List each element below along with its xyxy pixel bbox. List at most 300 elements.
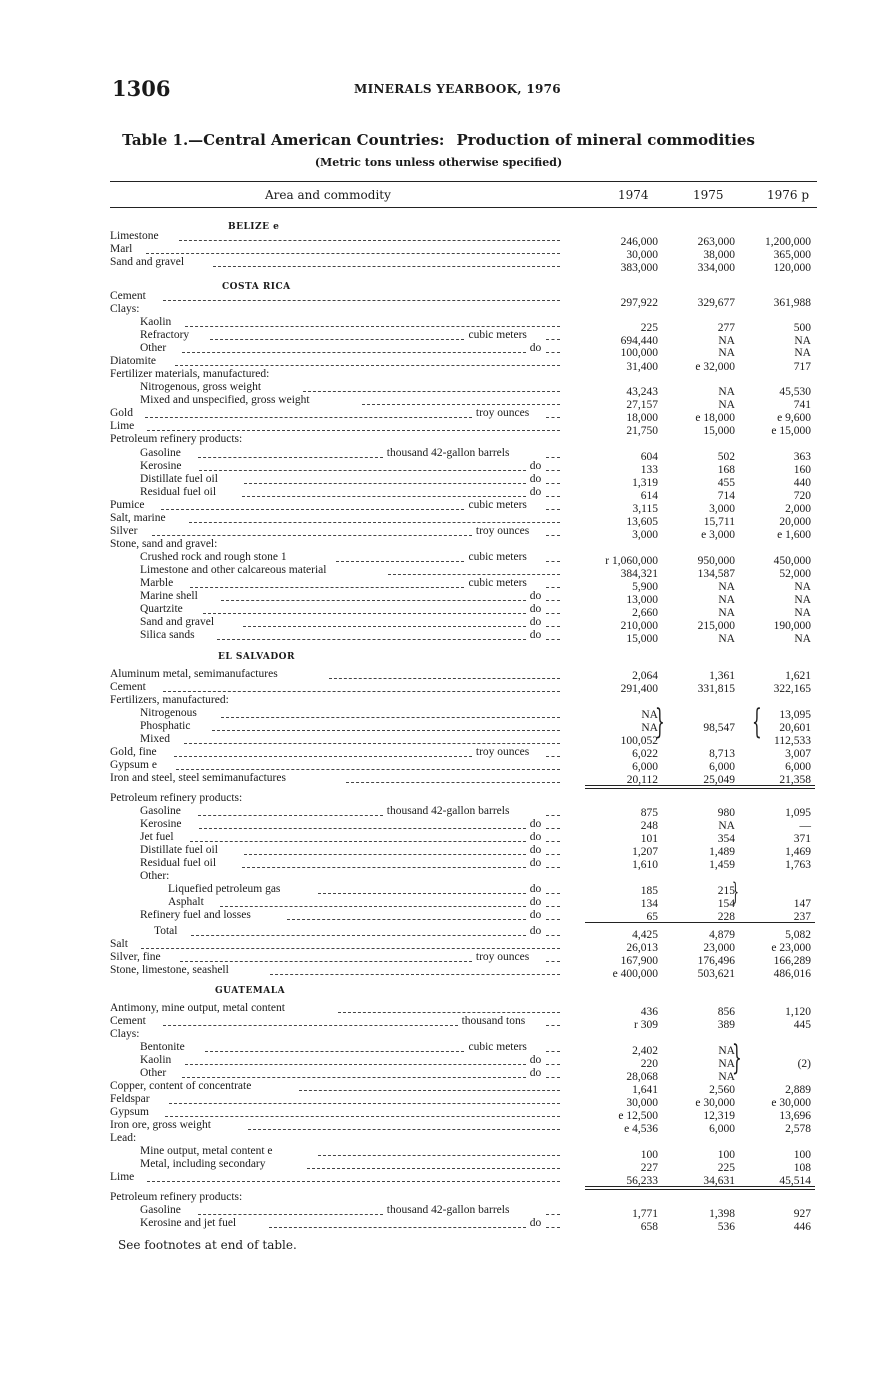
- row-label: Kaolin: [140, 1054, 172, 1066]
- brace-right: }: [732, 878, 739, 906]
- row-unit: thousand 42-gallon barrels: [386, 1204, 510, 1216]
- cell-value: 227: [640, 1162, 658, 1174]
- leader-dots: [546, 1056, 560, 1065]
- row-label: Cement: [110, 1015, 146, 1027]
- cell-value: 20,601: [779, 722, 811, 734]
- row-unit: troy ounces: [475, 951, 530, 963]
- cell-value: 246,000: [620, 236, 658, 248]
- cell-value: NA: [794, 335, 811, 347]
- cell-value: 13,605: [626, 516, 658, 528]
- row-unit: do: [529, 925, 542, 937]
- column-header-1974: 1974: [618, 188, 649, 202]
- cell-value: 329,677: [697, 297, 735, 309]
- column-header-1976: 1976 p: [767, 188, 810, 202]
- row-label: Mine output, metal content e: [140, 1145, 273, 1157]
- leader-dots: [546, 953, 560, 962]
- cell-value: 31,400: [626, 361, 658, 373]
- row-label: Quartzite: [140, 603, 183, 615]
- cell-value: 38,000: [703, 249, 735, 261]
- cell-value: 23,000: [703, 942, 735, 954]
- cell-value: 147: [793, 898, 811, 910]
- cell-value: 166,289: [773, 955, 811, 967]
- cell-value: 291,400: [620, 683, 658, 695]
- leader-dots: [244, 475, 525, 484]
- leader-dots: [287, 911, 526, 920]
- row-unit: do: [529, 857, 542, 869]
- row-unit: do: [529, 342, 542, 354]
- cell-value: 1,398: [709, 1208, 735, 1220]
- subtotal-rule-double: [585, 788, 815, 789]
- cell-value: 100,000: [620, 347, 658, 359]
- cell-value: 215,000: [697, 620, 735, 632]
- cell-value: 25,049: [703, 774, 735, 786]
- cell-value: 215: [717, 885, 735, 897]
- leader-dots: [546, 820, 560, 829]
- cell-value: 614: [640, 490, 658, 502]
- leader-dots: [146, 245, 560, 254]
- section-heading: GUATEMALA: [215, 986, 286, 996]
- cell-value: 15,000: [703, 425, 735, 437]
- cell-value: 1,361: [709, 670, 735, 682]
- cell-value: 658: [640, 1221, 658, 1233]
- row-label: Copper, content of concentrate: [110, 1080, 252, 1092]
- cell-value: 297,922: [620, 297, 658, 309]
- row-label: Gold: [110, 407, 133, 419]
- row-label: Clays:: [110, 303, 140, 315]
- cell-value: 134: [640, 898, 658, 910]
- leader-dots: [546, 631, 560, 640]
- cell-value: 1,771: [632, 1208, 658, 1220]
- cell-value: 108: [793, 1162, 811, 1174]
- row-unit: do: [529, 909, 542, 921]
- cell-value: NA: [718, 581, 735, 593]
- cell-value: 502: [717, 451, 735, 463]
- row-label: Phosphatic: [140, 720, 191, 732]
- cell-value: 1,120: [785, 1006, 811, 1018]
- leader-dots: [546, 344, 560, 353]
- cell-value: 1,621: [785, 670, 811, 682]
- leader-dots: [185, 318, 560, 327]
- table-title-text: Production of mineral commodities: [456, 131, 755, 149]
- cell-value: 2,000: [785, 503, 811, 515]
- cell-value: 134,587: [697, 568, 735, 580]
- cell-value: e 32,000: [695, 361, 735, 373]
- cell-value: e 18,000: [695, 412, 735, 424]
- leader-dots: [242, 488, 526, 497]
- cell-value: NA: [718, 607, 735, 619]
- leader-dots: [546, 927, 560, 936]
- leader-dots: [336, 553, 464, 562]
- section-heading: COSTA RICA: [222, 282, 291, 292]
- row-unit: do: [529, 818, 542, 830]
- leader-dots: [329, 670, 560, 679]
- row-label: Cement: [110, 290, 146, 302]
- cell-value: NA: [718, 386, 735, 398]
- cell-value: —: [799, 820, 811, 832]
- cell-value: 389: [717, 1019, 735, 1031]
- leader-dots: [205, 1043, 465, 1052]
- row-label: Other: [140, 342, 167, 354]
- cell-value: 5,900: [632, 581, 658, 593]
- cell-value: e 3,000: [701, 529, 735, 541]
- cell-value: 18,000: [626, 412, 658, 424]
- row-label: Stone, sand and gravel:: [110, 538, 218, 550]
- cell-value: 100: [717, 1149, 735, 1161]
- row-label: Aluminum metal, semimanufactures: [110, 668, 278, 680]
- row-unit: cubic meters: [468, 551, 527, 563]
- row-label: Petroleum refinery products:: [110, 792, 243, 804]
- cell-value: 371: [793, 833, 811, 845]
- leader-dots: [546, 807, 560, 816]
- row-label: Nitrogenous: [140, 707, 197, 719]
- leader-dots: [145, 409, 472, 418]
- cell-value: 2,064: [632, 670, 658, 682]
- brace-right: }: [732, 1038, 742, 1078]
- leader-dots: [546, 605, 560, 614]
- cell-value: 56,233: [626, 1175, 658, 1187]
- cell-value: 440: [793, 477, 811, 489]
- cell-value: 27,157: [626, 399, 658, 411]
- cell-value: NA: [718, 399, 735, 411]
- cell-value: 503,621: [697, 968, 735, 980]
- cell-value: NA: [718, 335, 735, 347]
- leader-dots: [198, 1206, 382, 1215]
- row-label: Lime: [110, 420, 135, 432]
- row-unit: do: [529, 616, 542, 628]
- cell-value: 30,000: [626, 1097, 658, 1109]
- cell-value: 1,095: [785, 807, 811, 819]
- row-unit: troy ounces: [475, 525, 530, 537]
- cell-value: 361,988: [773, 297, 811, 309]
- row-unit: thousand tons: [461, 1015, 526, 1027]
- cell-value: NA: [641, 722, 658, 734]
- leader-dots: [147, 1173, 560, 1182]
- row-unit: do: [529, 460, 542, 472]
- leader-dots: [221, 709, 560, 718]
- row-label: Crushed rock and rough stone 1: [140, 551, 287, 563]
- cell-value: e 23,000: [771, 942, 811, 954]
- row-label: Pumice: [110, 499, 145, 511]
- cell-value: 6,022: [632, 748, 658, 760]
- row-label: Gypsum e: [110, 759, 157, 771]
- cell-value: 455: [717, 477, 735, 489]
- leader-dots: [244, 846, 525, 855]
- cell-value: e 4,536: [624, 1123, 658, 1135]
- row-label: Refinery fuel and losses: [140, 909, 251, 921]
- cell-value: 167,900: [620, 955, 658, 967]
- leader-dots: [191, 927, 526, 936]
- row-label: Stone, limestone, seashell: [110, 964, 229, 976]
- cell-value: 6,000: [709, 761, 735, 773]
- row-label: Iron ore, gross weight: [110, 1119, 211, 1131]
- row-label: Clays:: [110, 1028, 140, 1040]
- leader-dots: [299, 1082, 560, 1091]
- cell-value: 2,402: [632, 1045, 658, 1057]
- leader-dots: [546, 553, 560, 562]
- cell-value: NA: [794, 594, 811, 606]
- row-unit: cubic meters: [468, 1041, 527, 1053]
- cell-value: 694,440: [620, 335, 658, 347]
- row-label: Kerosine: [140, 818, 182, 830]
- cell-value: 133: [640, 464, 658, 476]
- cell-value: 1,763: [785, 859, 811, 871]
- cell-value: NA: [718, 347, 735, 359]
- row-unit: troy ounces: [475, 407, 530, 419]
- cell-value: e 30,000: [771, 1097, 811, 1109]
- cell-value: 714: [717, 490, 735, 502]
- leader-dots: [198, 807, 382, 816]
- row-unit: do: [529, 896, 542, 908]
- cell-value: 446: [793, 1221, 811, 1233]
- row-label: Limestone: [110, 230, 159, 242]
- row-unit: cubic meters: [468, 329, 527, 341]
- cell-value: 436: [640, 1006, 658, 1018]
- cell-value: 3,007: [785, 748, 811, 760]
- row-label: Gypsum: [110, 1106, 149, 1118]
- leader-dots: [546, 592, 560, 601]
- leader-dots: [141, 940, 560, 949]
- cell-value: 354: [717, 833, 735, 845]
- row-label: Residual fuel oil: [140, 486, 217, 498]
- leader-dots: [182, 1069, 526, 1078]
- row-label: Jet fuel: [140, 831, 174, 843]
- cell-value: NA: [718, 1071, 735, 1083]
- row-label: Total: [154, 925, 178, 937]
- leader-dots: [242, 859, 526, 868]
- cell-value: 112,533: [774, 735, 811, 747]
- leader-dots: [152, 527, 472, 536]
- row-unit: thousand 42-gallon barrels: [386, 447, 510, 459]
- row-unit: do: [529, 831, 542, 843]
- cell-value: (2): [797, 1058, 811, 1070]
- cell-value: 383,000: [620, 262, 658, 274]
- cell-value: 6,000: [709, 1123, 735, 1135]
- cell-value: 717: [793, 361, 811, 373]
- cell-value: e 15,000: [771, 425, 811, 437]
- cell-value: 1,319: [632, 477, 658, 489]
- footnote: See footnotes at end of table.: [118, 1238, 297, 1252]
- cell-value: 334,000: [697, 262, 735, 274]
- total-rule: [585, 922, 815, 923]
- section-heading: BELIZE e: [228, 222, 280, 232]
- table-label: Table 1.—Central American Countries:: [122, 131, 445, 149]
- leader-dots: [546, 911, 560, 920]
- leader-dots: [362, 396, 560, 405]
- row-label: Liquefied petroleum gas: [168, 883, 281, 895]
- row-unit: do: [529, 629, 542, 641]
- cell-value: 120,000: [773, 262, 811, 274]
- cell-value: 45,530: [779, 386, 811, 398]
- column-header-area: Area and commodity: [265, 188, 391, 202]
- cell-value: 1,641: [632, 1084, 658, 1096]
- leader-dots: [346, 774, 560, 783]
- cell-value: 741: [793, 399, 811, 411]
- cell-value: 30,000: [626, 249, 658, 261]
- row-label: Fertilizer materials, manufactured:: [110, 368, 270, 380]
- leader-dots: [303, 383, 560, 392]
- leader-dots: [199, 820, 525, 829]
- cell-value: 34,631: [703, 1175, 735, 1187]
- leader-dots: [546, 1206, 560, 1215]
- cell-value: 100: [640, 1149, 658, 1161]
- leader-dots: [546, 748, 560, 757]
- subtotal-rule: [585, 1186, 815, 1187]
- leader-dots: [338, 1004, 560, 1013]
- leader-dots: [199, 462, 525, 471]
- row-label: Kaolin: [140, 316, 172, 328]
- leader-dots: [165, 1108, 560, 1117]
- row-label: Residual fuel oil: [140, 857, 217, 869]
- cell-value: 3,000: [709, 503, 735, 515]
- cell-value: 210,000: [620, 620, 658, 632]
- cell-value: 384,321: [620, 568, 658, 580]
- cell-value: 28,068: [626, 1071, 658, 1083]
- leader-dots: [546, 579, 560, 588]
- subtotal-rule: [585, 785, 815, 786]
- leader-dots: [179, 232, 560, 241]
- row-unit: do: [529, 590, 542, 602]
- cell-value: 20,000: [779, 516, 811, 528]
- row-label: Asphalt: [168, 896, 204, 908]
- cell-value: NA: [641, 709, 658, 721]
- cell-value: 1,200,000: [765, 236, 811, 248]
- cell-value: NA: [794, 347, 811, 359]
- cell-value: e 12,500: [618, 1110, 658, 1122]
- leader-dots: [270, 966, 560, 975]
- cell-value: 168: [717, 464, 735, 476]
- running-head: MINERALS YEARBOOK, 1976: [354, 82, 561, 96]
- row-label: Limestone and other calcareous material: [140, 564, 327, 576]
- row-unit: do: [529, 473, 542, 485]
- row-label: Lead:: [110, 1132, 137, 1144]
- cell-value: NA: [718, 594, 735, 606]
- cell-value: 927: [793, 1208, 811, 1220]
- leader-dots: [546, 1219, 560, 1228]
- row-label: Other: [140, 1067, 167, 1079]
- cell-value: 225: [717, 1162, 735, 1174]
- cell-value: 1,469: [785, 846, 811, 858]
- row-label: Antimony, mine output, metal content: [110, 1002, 285, 1014]
- row-label: Silica sands: [140, 629, 195, 641]
- row-unit: do: [529, 1217, 542, 1229]
- column-header-1975: 1975: [693, 188, 724, 202]
- leader-dots: [217, 631, 525, 640]
- cell-value: 220: [640, 1058, 658, 1070]
- row-label: Gasoline: [140, 447, 181, 459]
- row-unit: do: [529, 486, 542, 498]
- row-unit: do: [529, 1054, 542, 1066]
- leader-dots: [546, 488, 560, 497]
- row-label: Kerosine and jet fuel: [140, 1217, 237, 1229]
- row-label: Silver, fine: [110, 951, 161, 963]
- leader-dots: [182, 344, 526, 353]
- leader-dots: [176, 761, 560, 770]
- row-unit: do: [529, 1067, 542, 1079]
- row-label: Petroleum refinery products:: [110, 433, 243, 445]
- row-label: Marine shell: [140, 590, 198, 602]
- cell-value: 277: [717, 322, 735, 334]
- leader-dots: [163, 683, 560, 692]
- leader-dots: [388, 566, 560, 575]
- row-label: Marble: [140, 577, 174, 589]
- cell-value: 486,016: [773, 968, 811, 980]
- cell-value: e 1,600: [777, 529, 811, 541]
- row-label: Gold, fine: [110, 746, 157, 758]
- cell-value: r 309: [634, 1019, 658, 1031]
- cell-value: 604: [640, 451, 658, 463]
- row-label: Distillate fuel oil: [140, 473, 218, 485]
- cell-value: NA: [718, 633, 735, 645]
- leader-dots: [546, 833, 560, 842]
- leader-dots: [147, 422, 560, 431]
- leader-dots: [546, 331, 560, 340]
- cell-value: 1,489: [709, 846, 735, 858]
- leader-dots: [546, 1017, 560, 1026]
- leader-dots: [318, 885, 526, 894]
- section-heading: EL SALVADOR: [218, 652, 295, 662]
- leader-dots: [546, 449, 560, 458]
- cell-value: 980: [717, 807, 735, 819]
- row-label: Distillate fuel oil: [140, 844, 218, 856]
- row-unit: cubic meters: [468, 577, 527, 589]
- leader-dots: [307, 1160, 560, 1169]
- row-label: Kerosine: [140, 460, 182, 472]
- leader-dots: [546, 859, 560, 868]
- cell-value: 365,000: [773, 249, 811, 261]
- cell-value: 875: [640, 807, 658, 819]
- cell-value: 65: [646, 911, 658, 923]
- cell-value: NA: [794, 607, 811, 619]
- cell-value: NA: [718, 1058, 735, 1070]
- cell-value: 6,000: [632, 761, 658, 773]
- cell-value: 98,547: [703, 722, 735, 734]
- subtotal-rule-double: [585, 1189, 815, 1190]
- row-unit: do: [529, 883, 542, 895]
- leader-dots: [198, 449, 382, 458]
- cell-value: 248: [640, 820, 658, 832]
- row-unit: cubic meters: [468, 499, 527, 511]
- row-label: Cement: [110, 681, 146, 693]
- cell-value: 160: [793, 464, 811, 476]
- leader-dots: [190, 833, 526, 842]
- leader-dots: [546, 618, 560, 627]
- leader-dots: [546, 846, 560, 855]
- leader-dots: [175, 357, 560, 366]
- leader-dots: [546, 898, 560, 907]
- leader-dots: [210, 331, 464, 340]
- brace-left: {: [752, 702, 762, 742]
- cell-value: 185: [640, 885, 658, 897]
- cell-value: 500: [793, 322, 811, 334]
- cell-value: 154: [717, 898, 735, 910]
- row-label: Silver: [110, 525, 138, 537]
- cell-value: 445: [793, 1019, 811, 1031]
- leader-dots: [546, 527, 560, 536]
- cell-value: 856: [717, 1006, 735, 1018]
- cell-value: 450,000: [773, 555, 811, 567]
- cell-value: 331,815: [697, 683, 735, 695]
- cell-value: 43,243: [626, 386, 658, 398]
- row-label: Diatomite: [110, 355, 156, 367]
- row-unit: troy ounces: [475, 746, 530, 758]
- cell-value: 322,165: [773, 683, 811, 695]
- cell-value: 4,879: [709, 929, 735, 941]
- leader-dots: [243, 618, 526, 627]
- cell-value: 2,889: [785, 1084, 811, 1096]
- cell-value: 101: [640, 833, 658, 845]
- cell-value: 15,000: [626, 633, 658, 645]
- cell-value: 21,750: [626, 425, 658, 437]
